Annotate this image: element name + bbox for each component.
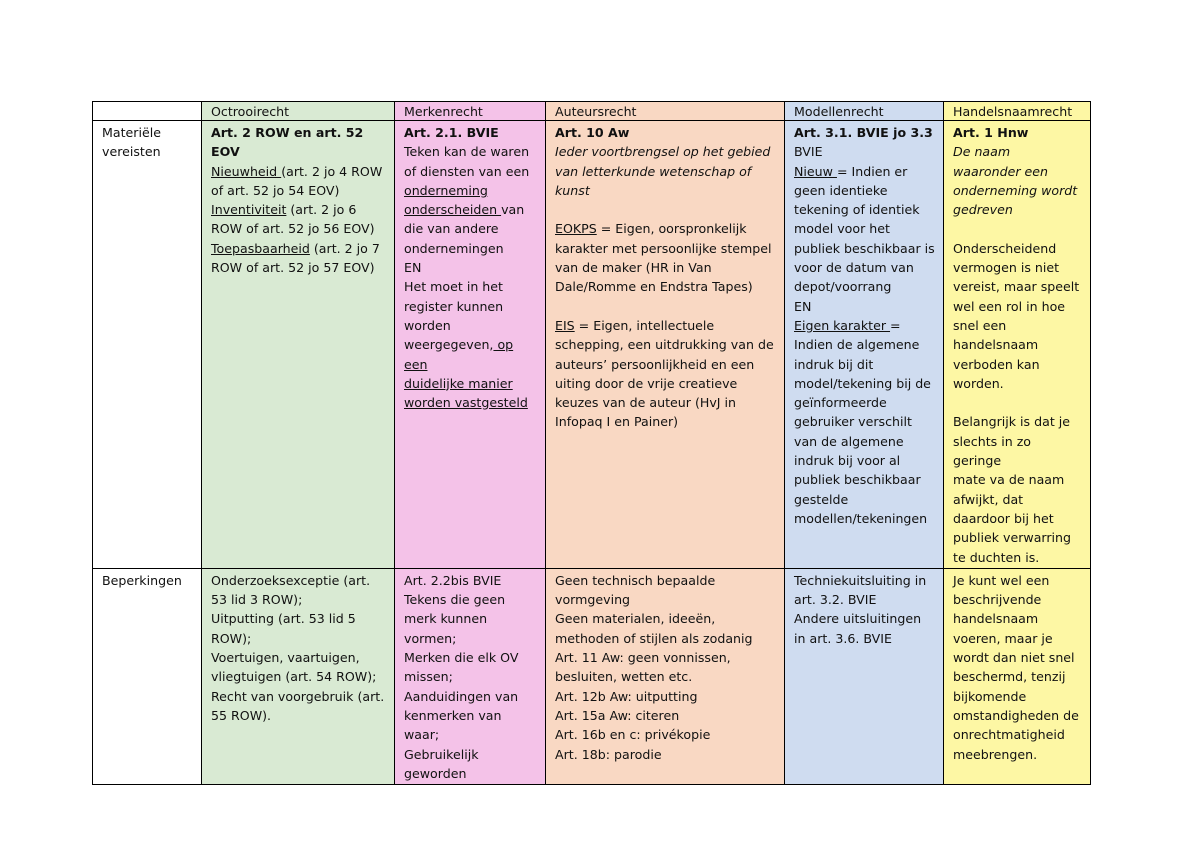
text-line: indruk bij voor al (794, 453, 901, 469)
text-line: Geen technisch bepaalde (555, 572, 716, 588)
text-line: of diensten van een (404, 163, 530, 179)
text-line: merk kunnen (404, 611, 488, 627)
text-line: Techniekuitsluiting in (794, 572, 927, 588)
row-label-beperkingen (93, 568, 202, 784)
cell-merken-vereisten (395, 121, 546, 569)
spacer (555, 200, 777, 219)
text-line: van de maker (HR in Van (555, 260, 712, 276)
text-line: vormen; (404, 630, 457, 646)
text-line: Het moet in het (404, 279, 503, 295)
text-line (555, 316, 777, 335)
text-line: vormgeving (555, 592, 631, 608)
text-line: Art. 15a Aw: citeren (555, 707, 680, 723)
text-fragment: (art. 2 jo 6 (286, 202, 357, 218)
italic-definition: kunst (555, 182, 590, 198)
text-line: indruk bij dit (794, 356, 874, 372)
text-line: beschrijvende (953, 592, 1042, 608)
text-line: Geen materialen, ideeën, (555, 611, 716, 627)
cell-modellen-vereisten (785, 121, 944, 569)
text-line: of art. 52 jo 54 EOV) (211, 182, 340, 198)
text-line: schepping, een uitdrukking van de (555, 337, 774, 353)
text-line: Gebruikelijk (404, 746, 479, 762)
underlined-term: Eigen karakter (794, 317, 891, 333)
row-label-line: vereisten (102, 144, 161, 160)
text-line: Onderzoeksexceptie (art. (211, 572, 371, 588)
text-line: karakter met persoonlijke stempel (555, 240, 772, 256)
text-line: gestelde (794, 491, 849, 507)
text-fragment: = Indien er (836, 163, 908, 179)
cell-octrooi-vereisten (202, 121, 395, 569)
text-line: ondernemingen (404, 240, 504, 256)
row-label-line: Beperkingen (102, 572, 182, 588)
header-modellenrecht: Modellenrecht (785, 102, 944, 121)
text-line (211, 200, 387, 219)
header-auteursrecht: Auteursrecht (546, 102, 785, 121)
text-line: modellen/tekeningen (794, 510, 928, 526)
italic-definition: Ieder voortbrengsel op het gebied (555, 144, 771, 160)
text-line: meebrengen. (953, 746, 1038, 762)
text-line: model/tekening bij de (794, 375, 931, 391)
text-fragment: weergegeven, (404, 337, 494, 353)
row-label-materiele-vereisten (93, 121, 202, 569)
spacer (953, 393, 1083, 412)
text-fragment: van (501, 202, 525, 218)
text-line: methoden of stijlen als zodanig (555, 630, 753, 646)
text-line (404, 200, 538, 219)
text-line: 55 ROW). (211, 707, 272, 723)
text-line: Onderscheidend (953, 240, 1057, 256)
text-line: die van andere (404, 221, 499, 237)
text-line: in art. 3.6. BVIE (794, 630, 892, 646)
text-line: Art. 11 Aw: geen vonnissen, (555, 650, 731, 666)
spacer (555, 297, 777, 316)
text-line: onrechtmatigheid (953, 727, 1065, 743)
text-line (211, 162, 387, 181)
text-line: model voor het (794, 221, 890, 237)
italic-definition: onderneming wordt (953, 182, 1078, 198)
text-line: omstandigheden de (953, 707, 1079, 723)
text-line: slechts in zo geringe (953, 433, 1032, 469)
underlined-term: Toepasbaarheid (211, 240, 310, 256)
row-materiele-vereisten (93, 121, 1091, 569)
ip-rights-table (92, 101, 1091, 785)
text-line (794, 162, 936, 181)
text-line: verboden kan (953, 356, 1040, 372)
text-line: Merken die elk OV (404, 650, 519, 666)
article-ref: Art. 2 ROW en art. 52 EOV (211, 125, 364, 160)
underlined-term: Inventiviteit (211, 202, 287, 218)
underlined-term: op een (404, 337, 514, 372)
text-line: Indien de algemene (794, 337, 920, 353)
text-line: depot/voorrang (794, 279, 892, 295)
text-fragment: = Eigen, oorspronkelijk (596, 221, 747, 237)
text-line: voeren, maar je (953, 630, 1053, 646)
text-line: afwijkt, dat (953, 491, 1024, 507)
header-merkenrecht: Merkenrecht (395, 102, 546, 121)
text-line: Belangrijk is dat je (953, 414, 1071, 430)
text-line: missen; (404, 669, 453, 685)
text-line: Art. 2.2bis BVIE (404, 572, 502, 588)
text-line: publiek verwarring (953, 530, 1072, 546)
text-line: besluiten, wetten etc. (555, 669, 693, 685)
text-line: gebruiker verschilt (794, 414, 912, 430)
spacer (953, 219, 1083, 238)
underlined-term: duidelijke manier (404, 375, 513, 391)
text-line: worden. (953, 375, 1004, 391)
text-line: Aanduidingen van (404, 688, 519, 704)
cell-handelsnaam-vereisten (944, 121, 1091, 569)
text-line: geïnformeerde (794, 395, 887, 411)
text-line: kenmerken van waar; (404, 707, 502, 743)
underlined-term: Nieuwheid (211, 163, 282, 179)
italic-definition: gedreven (953, 202, 1013, 218)
text-line: te duchten is. (953, 549, 1040, 565)
underlined-term: EOKPS (555, 221, 597, 237)
text-line: EN (794, 298, 812, 314)
text-fragment: (art. 2 jo 4 ROW (281, 163, 383, 179)
text-line (794, 316, 936, 335)
header-octrooirecht: Octrooirecht (202, 102, 395, 121)
text-line: bijkomende (953, 688, 1027, 704)
text-line: publiek beschikbaar is (794, 240, 935, 256)
text-fragment: = (890, 317, 901, 333)
underlined-term: Nieuw (794, 163, 837, 179)
text-line: keuzes van de auteur (HvJ in (555, 395, 736, 411)
text-line: 53 lid 3 ROW); (211, 592, 303, 608)
text-line: uiting door de vrije creatieve (555, 375, 738, 391)
cell-modellen-beperkingen (785, 568, 944, 784)
text-line: Teken kan de waren (404, 144, 530, 160)
text-line: mate va de naam (953, 472, 1065, 488)
text-line: van de algemene (794, 433, 904, 449)
cell-auteurs-vereisten (546, 121, 785, 569)
text-line: beschermd, tenzij (953, 669, 1066, 685)
article-ref: Art. 10 Aw (555, 125, 630, 140)
text-line: publiek beschikbaar (794, 472, 921, 488)
text-line: BVIE (794, 144, 823, 160)
article-ref: Art. 1 Hnw (953, 125, 1029, 140)
text-line: tekening of identiek (794, 202, 920, 218)
text-line: Uitputting (art. 53 lid 5 (211, 611, 356, 627)
text-line: snel een (953, 317, 1007, 333)
italic-definition: van letterkunde wetenschap of (555, 163, 752, 179)
text-line: Voertuigen, vaartuigen, (211, 650, 360, 666)
underlined-term: onderscheiden (404, 202, 502, 218)
text-line: geworden (404, 765, 467, 781)
text-line: Tekens die geen (404, 592, 506, 608)
text-line: vermogen is niet (953, 260, 1060, 276)
italic-definition: De naam (953, 144, 1011, 160)
text-line: ROW); (211, 630, 252, 646)
text-line: Art. 12b Aw: uitputting (555, 688, 698, 704)
text-line: geen identieke (794, 182, 888, 198)
cell-octrooi-beperkingen (202, 568, 395, 784)
text-line: Recht van voorgebruik (art. (211, 688, 385, 704)
row-label-line: Materiële (102, 125, 161, 140)
row-beperkingen (93, 568, 1091, 784)
underlined-term: EIS (555, 317, 575, 333)
text-line: Je kunt wel een (953, 572, 1050, 588)
text-line: Infopaq I en Painer) (555, 414, 679, 430)
header-row (93, 102, 1091, 121)
text-line: handelsnaam (953, 337, 1039, 353)
text-line: auteurs’ persoonlijkheid en een (555, 356, 755, 372)
text-line: wel een rol in hoe (953, 298, 1066, 314)
underlined-term: worden vastgesteld (404, 395, 528, 411)
text-fragment: (art. 2 jo 7 (309, 240, 380, 256)
text-line: wordt dan niet snel (953, 650, 1075, 666)
text-line: vliegtuigen (art. 54 ROW); (211, 669, 377, 685)
text-line: worden (404, 317, 451, 333)
text-line: vereist, maar speelt (953, 279, 1080, 295)
text-line: art. 3.2. BVIE (794, 592, 877, 608)
text-line: register kunnen (404, 298, 504, 314)
italic-definition: waaronder een (953, 163, 1049, 179)
text-line: Andere uitsluitingen (794, 611, 922, 627)
article-ref: Art. 2.1. BVIE (404, 125, 499, 140)
header-empty-cell (93, 102, 202, 121)
text-line: EN (404, 260, 422, 276)
underlined-term: onderneming (404, 182, 488, 198)
text-line (555, 219, 777, 238)
header-handelsnaamrecht: Handelsnaamrecht (944, 102, 1091, 121)
text-line: ROW of art. 52 jo 57 EOV) (211, 260, 375, 276)
cell-handelsnaam-beperkingen (944, 568, 1091, 784)
text-line: ROW of art. 52 jo 56 EOV) (211, 221, 375, 237)
text-line: Art. 16b en c: privékopie (555, 727, 711, 743)
text-line: daardoor bij het (953, 510, 1054, 526)
text-line: Art. 18b: parodie (555, 746, 662, 762)
text-line (211, 239, 387, 258)
text-fragment: = Eigen, intellectuele (574, 317, 715, 333)
cell-auteurs-beperkingen (546, 568, 785, 784)
article-ref: Art. 3.1. BVIE jo 3.3 (794, 125, 933, 140)
text-line: Dale/Romme en Endstra Tapes) (555, 279, 753, 295)
text-line: voor de datum van (794, 260, 914, 276)
cell-merken-beperkingen (395, 568, 546, 784)
text-line: handelsnaam (953, 611, 1039, 627)
text-line (404, 335, 538, 374)
